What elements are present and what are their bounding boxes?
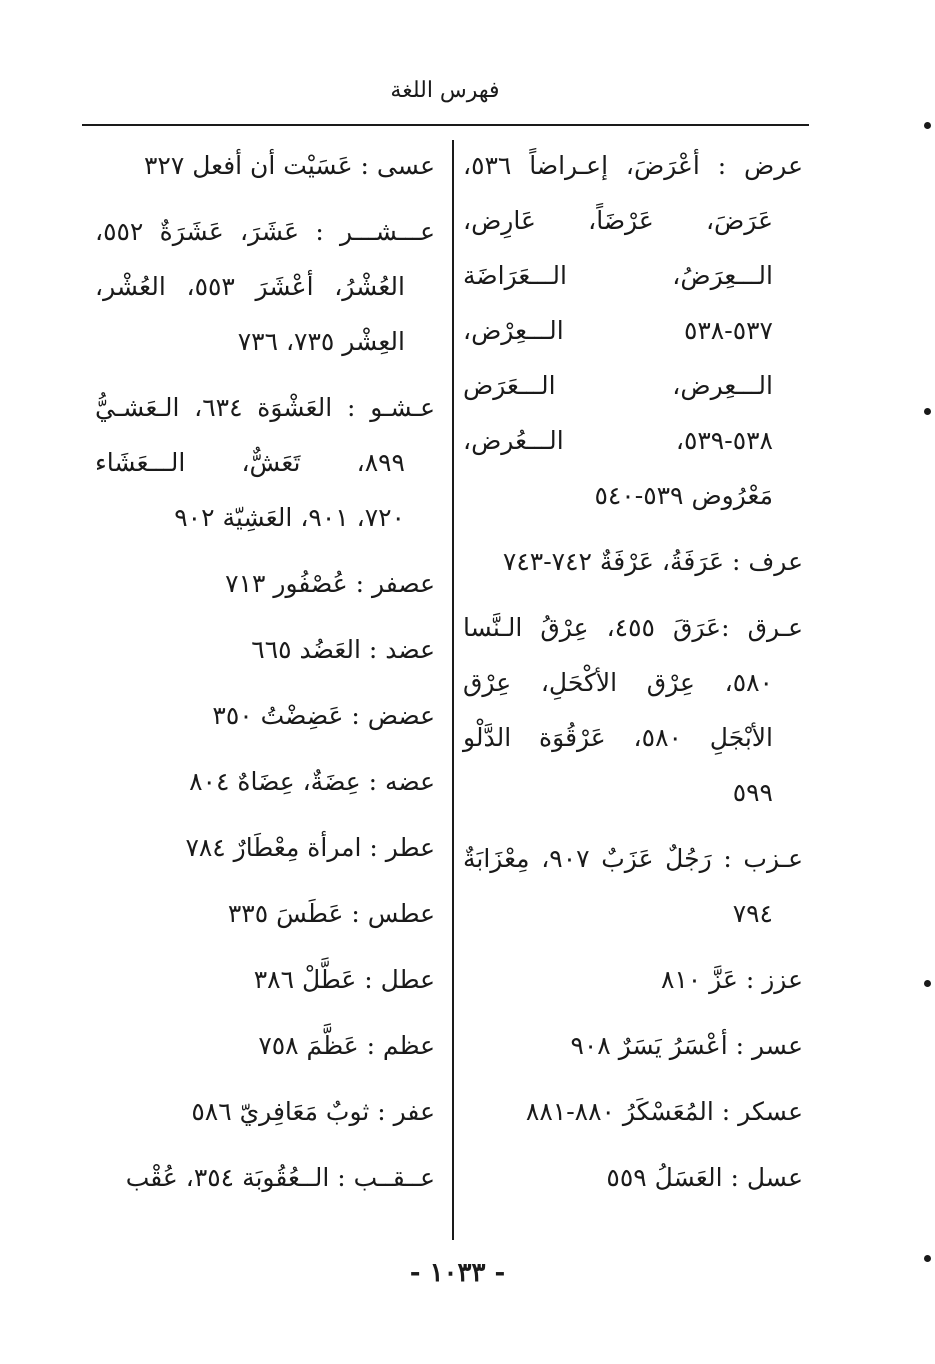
right-column-entry [463, 600, 803, 820]
left-column-entry [95, 556, 435, 611]
entry-line: عضه : عِضَةٌ، عِضَاهٌ ٨٠٤ [189, 767, 435, 796]
entry-line: عسل : العَسَلُ ٥٥٩ [606, 1163, 803, 1192]
entry-line: ٥٩٩ [732, 778, 773, 807]
entry-line: عضد : العَضُد ٦٦٥ [251, 635, 435, 664]
right-column-entry [463, 831, 803, 941]
page-number: - ١٠٣٣ - [409, 1258, 506, 1288]
left-column-entry [95, 886, 435, 941]
entry-line: عسكر : المُعَسْكَرُ ٨٨٠-٨٨١ [525, 1097, 803, 1126]
margin-mark [924, 408, 931, 415]
entry-line: عظم : عَظَّمَ ٧٥٨ [258, 1031, 435, 1060]
index-column-right [463, 138, 803, 1216]
left-column-entry [95, 204, 435, 369]
left-column-entry [95, 138, 435, 193]
right-column-entry [463, 1084, 803, 1139]
left-column-entry [95, 1084, 435, 1139]
header-rule [82, 124, 809, 126]
entry-line: مَعْرُوض ٥٣٩-٥٤٠ [594, 481, 773, 510]
right-column-entry [463, 1150, 803, 1205]
entry-line: عسر : أعْسَرُ يَسَرٌ ٩٠٨ [570, 1031, 803, 1060]
entry-line: عطل : عَطَّلْ ٣٨٦ [253, 965, 435, 994]
entry-line: عرف : عَرَفَةُ، عَرْفَةٌ ٧٤٢-٧٤٣ [502, 547, 803, 576]
entry-line: العُشْرُ، أعْشَرَ ٥٥٣، العُشْر، [95, 272, 405, 301]
entry-line: عطر : امرأة مِعْطَارٌ ٧٨٤ [185, 833, 435, 862]
entry-line: عضض : عَضِضْتُ ٣٥٠ [212, 701, 435, 730]
entry-line: عفر : ثوبٌ مَعَافِريّ ٥٨٦ [191, 1097, 435, 1126]
right-column-entry [463, 952, 803, 1007]
entry-line: عسى : عَسَيْت أن أفعل ٣٢٧ [143, 151, 435, 180]
entry-line: عـشـو : العَشْوَة ٦٣٤، الـعَشـيُّ [95, 393, 435, 422]
entry-line: عـــشـــر : عَشَرَ، عَشَرَةٌ ٥٥٢، [95, 217, 435, 246]
entry-line: ٥٨٠، عِرْق الأكْحَلِ، عِرْق [463, 668, 773, 697]
margin-mark [924, 122, 931, 129]
right-column-entry [463, 1018, 803, 1073]
entry-line: عزز : عَزَّ ٨١٠ [660, 965, 803, 994]
entry-line: ٥٣٧-٥٣٨ الـــعِرْض، [463, 316, 773, 345]
entry-line: عَرَضَ، عَرْضَاً، عَارِض، [463, 206, 773, 235]
entry-line: عـزب : رَجُلٌ عَزَبٌ ٩٠٧، مِعْزَابَةٌ [463, 844, 803, 873]
left-column-entry [95, 952, 435, 1007]
left-column-entry [95, 380, 435, 545]
entry-line: ٨٩٩، تَعَشٌّ، الـــعَشَاء [95, 448, 405, 477]
entry-line: ٥٣٨-٥٣٩، الـــعُرض، [463, 426, 773, 455]
left-column-entry [95, 688, 435, 743]
running-header: فهرس اللغة [390, 78, 500, 103]
entry-line: عــقــب : الــعُقُوبَة ٣٥٤، عُقْب [125, 1163, 435, 1192]
entry-line: ٧٩٤ [732, 899, 773, 928]
entry-line: الـــعِرض، الـــعَرَض [463, 371, 773, 400]
entry-line: عـرق :عَرَقَ ٤٥٥، عِرْقُ الـنَّسا [463, 613, 804, 642]
entry-line: عصفر : عُصْفُور ٧١٣ [225, 569, 435, 598]
column-divider [452, 140, 454, 1240]
entry-line: العِشْر ٧٣٥، ٧٣٦ [237, 327, 405, 356]
entry-line: عرض : أعْرَضَ، إعـراضاً ٥٣٦، [463, 151, 803, 180]
left-column-entry [95, 622, 435, 677]
left-column-entry [95, 754, 435, 809]
left-column-entry [95, 820, 435, 875]
entry-line: عطس : عَطَسَ ٣٣٥ [227, 899, 435, 928]
entry-line: الأبْجَلِ ٥٨٠، عَرْقُوَة الدَّلْو [463, 723, 774, 752]
entry-line: ٧٢٠، ٩٠١، العَشِيّة ٩٠٢ [174, 503, 405, 532]
margin-mark [924, 1255, 931, 1262]
right-column-entry [463, 138, 803, 523]
index-column-left [95, 138, 435, 1216]
margin-mark [924, 980, 931, 987]
left-column-entry [95, 1018, 435, 1073]
right-column-entry [463, 534, 803, 589]
entry-line: الـــعِرَضُ، الـــعَرَاضَة [463, 261, 773, 290]
left-column-entry [95, 1150, 435, 1205]
